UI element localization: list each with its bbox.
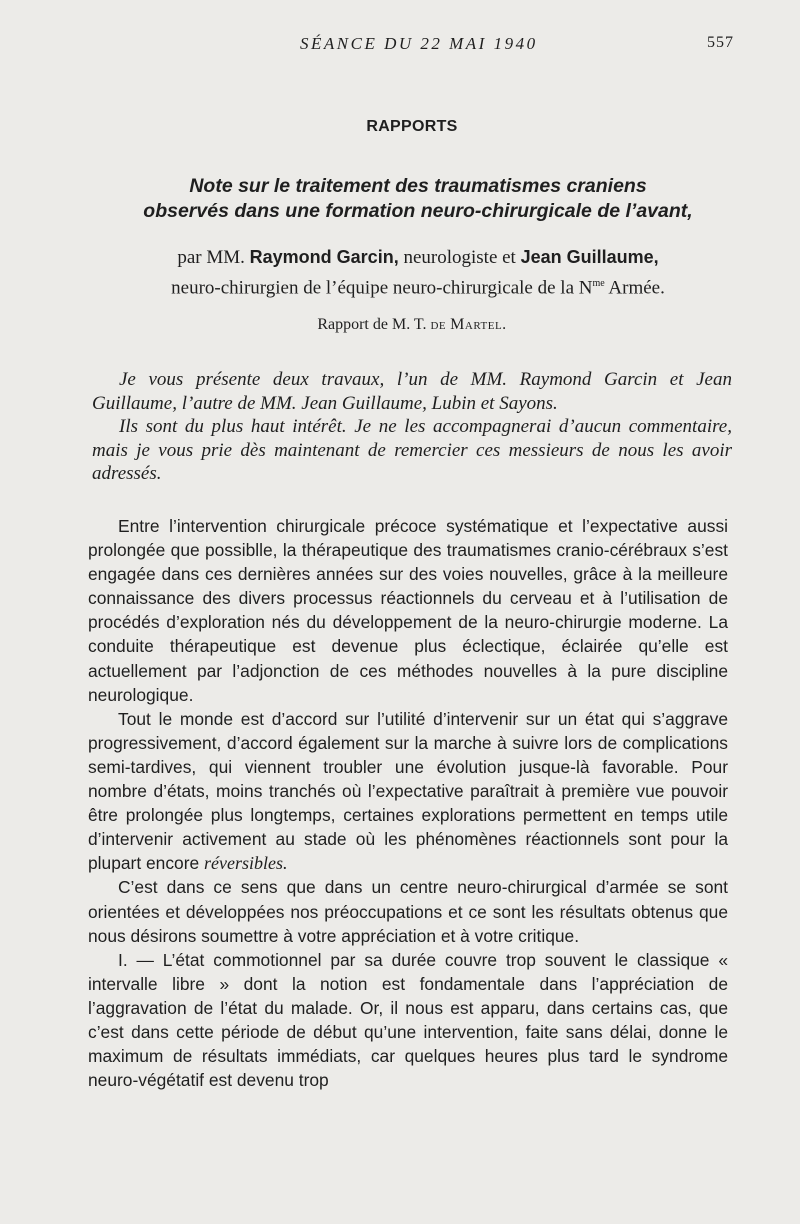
rapport-name: Martel. [450,316,507,333]
byline-line-1 [92,244,744,271]
emphasis: réversibles. [204,853,288,874]
article-title [92,174,744,224]
page-header [0,34,800,56]
rapport-line [0,316,800,334]
byline-line-2 [92,271,744,301]
article-title-line-1: Note sur le traitement des traumatismes craniens [189,175,647,197]
body-text [88,514,728,1092]
page-number: 557 [707,34,734,51]
author-role: neurologiste et [403,247,516,268]
byline-prefix: par MM. [177,247,245,268]
section-title: RAPPORTS [366,118,458,135]
intro-paragraph: Ils sont du plus haut intérêt. Je ne les accompagnerai d’aucun commentaire, mais je vous prie dès maintenant de remercier ces messieurs de nous les avoir adressés. [92,416,732,484]
byline [92,244,744,301]
affiliation-suffix: Armée. [608,277,665,299]
article-title-line-2: observés dans une formation neuro-chirurgicale de l’avant, [143,200,693,222]
intro-section [92,368,732,486]
rapport-prefix: Rapport de M. T. [317,316,427,333]
body-paragraph [88,707,728,876]
body-paragraph-text: Tout le monde est d’accord sur l’utilité d’intervenir sur un état qui s’aggrave progressivement, d’accord également sur la marche à suivre lors de complications semi-tardives, qui viennent troubler une évolution jusque-là favorable. Pour nombre d’états, moins tranchés où l’expectative paraîtrait à première vue pouvoir être prolongée plus longtemps, certaines explorations permettent en temps utile d’intervenir activement au stade où les phénomènes réactionnels sont pour la plupart encore [88,708,728,874]
author-name: Jean Guillaume, [520,247,659,267]
body-paragraph: Entre l’intervention chirurgicale précoce systématique et l’expectative aussi prolongée que possiblle, la thérapeutique des traumatismes cranio-cérébraux s’est engagée dans ces dernières années sur des voies nouvelles, grâce à la meilleure connaissance des divers processus réactionnels du cerveau et à l’utilisation de procédés d’exploration nés du développement de la neuro-chirurgie moderne. La conduite thérapeutique est devenue plus éclectique, éclairée qu’elle est actuellement par l’adjonction de ces méthodes nouvelles à la pure discipline neurologique. [88,516,728,705]
rapport-particle: de [430,316,447,333]
running-head: SÉANCE DU 22 MAI 1940 [300,34,538,53]
body-paragraph: I. — L’état commotionnel par sa durée couvre trop souvent le classique « intervalle libre » dont la notion est fondamentale dans l’appréciation de l’aggravation de l’état du malade. Or, il nous est apparu, dans certains cas, que c’est dans cette période de début qu’une intervention, faite sans délai, donne le maximum de résultats immédiats, car quelques heures plus tard le syndrome neuro-végétatif est devenu trop [88,949,728,1091]
body-paragraph: C’est dans ce sens que dans un centre neuro-chirurgical d’armée se sont orientées et développées nos préoccupations et ce sont les résultats obtenus que nous désirons soumettre à votre appréciation et à votre critique. [88,877,728,946]
intro-paragraph: Je vous présente deux travaux, l’un de MM. Raymond Garcin et Jean Guillaume, l’autre de MM. Jean Guillaume, Lubin et Sayons. [92,369,732,414]
author-name: Raymond Garcin, [249,247,399,267]
affiliation: neuro-chirurgien de l’équipe neuro-chirurgicale de la N [171,277,593,299]
ordinal-superscript: me [592,278,605,289]
